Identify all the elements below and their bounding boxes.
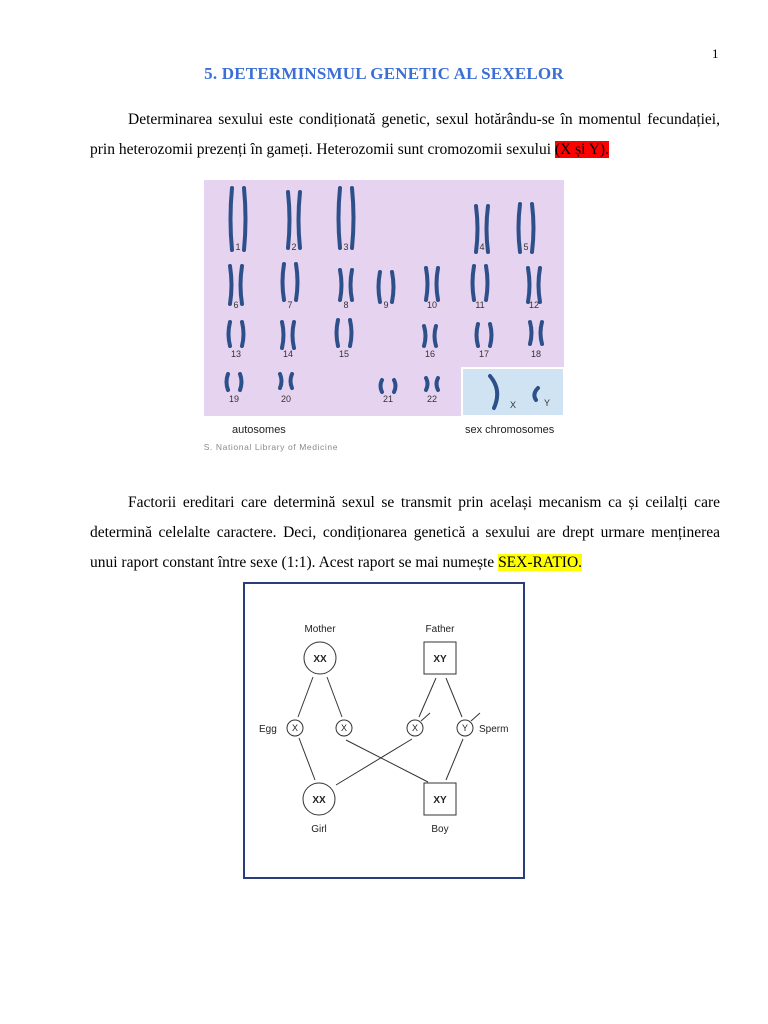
chromosome-label: 19 <box>228 394 240 404</box>
chromosome-label: 20 <box>280 394 292 404</box>
chromosome <box>490 324 492 346</box>
sex-ratio-paragraph <box>90 488 720 578</box>
chromosome-label: 4 <box>479 242 485 252</box>
chromosome-label: 22 <box>426 394 438 404</box>
chromosome <box>424 326 426 346</box>
chromosome <box>476 206 478 252</box>
chromosome <box>291 374 293 388</box>
chromosome <box>477 324 479 346</box>
chromosome-label: 16 <box>424 349 436 359</box>
father-genotype: XY <box>433 654 447 665</box>
sex-determination-svg <box>243 582 525 879</box>
gamete-label-sperm-x: X <box>411 723 419 733</box>
chromosome <box>240 374 242 390</box>
chromosome-label: 14 <box>282 349 294 359</box>
sex-label-y: Y <box>544 398 551 408</box>
chromosome <box>244 188 246 250</box>
chromosome <box>394 380 396 392</box>
chromosome <box>230 266 232 304</box>
karyotype-svg <box>204 180 564 452</box>
chromosome <box>539 268 541 302</box>
chromosome-label: 10 <box>426 300 438 310</box>
chromosome <box>437 268 439 300</box>
mother-label: Mother <box>304 624 336 635</box>
sex-label-x: X <box>510 400 517 410</box>
egg-label: Egg <box>259 724 277 735</box>
chromosome <box>486 266 488 300</box>
chromosome-label: 13 <box>230 349 242 359</box>
gamete-label-egg-2: X <box>340 723 348 733</box>
sperm-label: Sperm <box>479 724 509 735</box>
chromosome <box>351 270 353 300</box>
mother-genotype: XX <box>313 654 327 665</box>
chromosome <box>227 374 229 390</box>
chromosome <box>337 320 339 346</box>
chromosome <box>392 272 394 302</box>
chromosome-label: 5 <box>523 242 529 252</box>
chromosome <box>339 188 341 248</box>
chromosome-label: 18 <box>530 349 542 359</box>
image-credit: U.S. National Library of Medicine <box>204 442 339 452</box>
karyotype-figure <box>204 180 564 452</box>
chromosome <box>282 322 284 348</box>
gamete-label-sperm-y: Y <box>461 723 469 733</box>
chromosome <box>519 204 521 252</box>
chromosome <box>280 374 282 388</box>
chromosome <box>299 192 301 248</box>
chromosome-label: 9 <box>383 300 389 310</box>
sex-determination-diagram <box>243 582 525 879</box>
father-label: Father <box>425 624 455 635</box>
autosomes-label: autosomes <box>232 424 286 436</box>
sex-ratio-paragraph-text: Factorii ereditari care determină sexul se transmit prin același mecanism ca și ceilalți care determină celelalte caractere. Deci, condiționarea genetică a sexului are drept urmare menținerea unui raport constant între sexe (1:1). Acest raport se mai numește <box>90 494 720 571</box>
chromosome <box>283 264 285 300</box>
chromosome <box>528 268 530 302</box>
girl-label: Girl <box>311 824 327 835</box>
chromosome <box>532 204 534 252</box>
chromosome-label: 21 <box>382 394 394 404</box>
chromosome <box>379 272 381 302</box>
chromosome <box>426 268 428 300</box>
chromosome <box>229 322 231 346</box>
chromosome <box>231 188 233 250</box>
chromosome <box>296 264 298 300</box>
sex-chromosomes-highlight: (X și Y). <box>554 141 609 158</box>
girl-genotype: XX <box>312 795 326 806</box>
sex-chromosomes-label: sex chromosomes <box>465 424 555 436</box>
chromosome-label: 15 <box>338 349 350 359</box>
chromosome-label: 17 <box>478 349 490 359</box>
chromosome <box>350 320 352 346</box>
chromosome <box>241 266 243 304</box>
boy-label: Boy <box>431 824 449 835</box>
chromosome <box>541 322 543 344</box>
chromosome <box>288 192 290 248</box>
chromosome <box>352 188 354 248</box>
chromosome-label: 8 <box>343 300 349 310</box>
intro-paragraph-text: Determinarea sexului este condiționată genetic, sexul hotărându-se în momentul fecundației, prin heterozomii prezenți în gameți. Heterozomii sunt cromozomii sexului <box>90 111 720 158</box>
gamete-label-egg-1: X <box>291 723 299 733</box>
chromosome <box>437 378 439 390</box>
chromosome-label: 11 <box>475 300 485 310</box>
sex-ratio-highlight: SEX-RATIO. <box>498 554 583 571</box>
intro-paragraph <box>90 105 720 165</box>
chromosome <box>487 206 489 252</box>
chromosome-label: 3 <box>343 242 349 252</box>
chromosome <box>381 380 383 392</box>
chromosome-label: 1 <box>235 242 241 252</box>
chromosome <box>426 378 428 390</box>
chromosome <box>435 326 437 346</box>
boy-genotype: XY <box>433 795 447 806</box>
chromosome <box>473 266 475 300</box>
page-number: 1 <box>712 46 719 61</box>
chromosome-label: 12 <box>528 300 540 310</box>
chromosome-label: 7 <box>287 300 293 310</box>
chromosome-label: 2 <box>291 242 297 252</box>
chromosome <box>340 270 342 300</box>
chromosome <box>530 322 532 344</box>
chromosome <box>293 322 295 348</box>
chromosome <box>242 322 244 346</box>
chromosome-label: 6 <box>233 300 239 310</box>
page-title: 5. DETERMINSMUL GENETIC AL SEXELOR <box>204 64 564 83</box>
